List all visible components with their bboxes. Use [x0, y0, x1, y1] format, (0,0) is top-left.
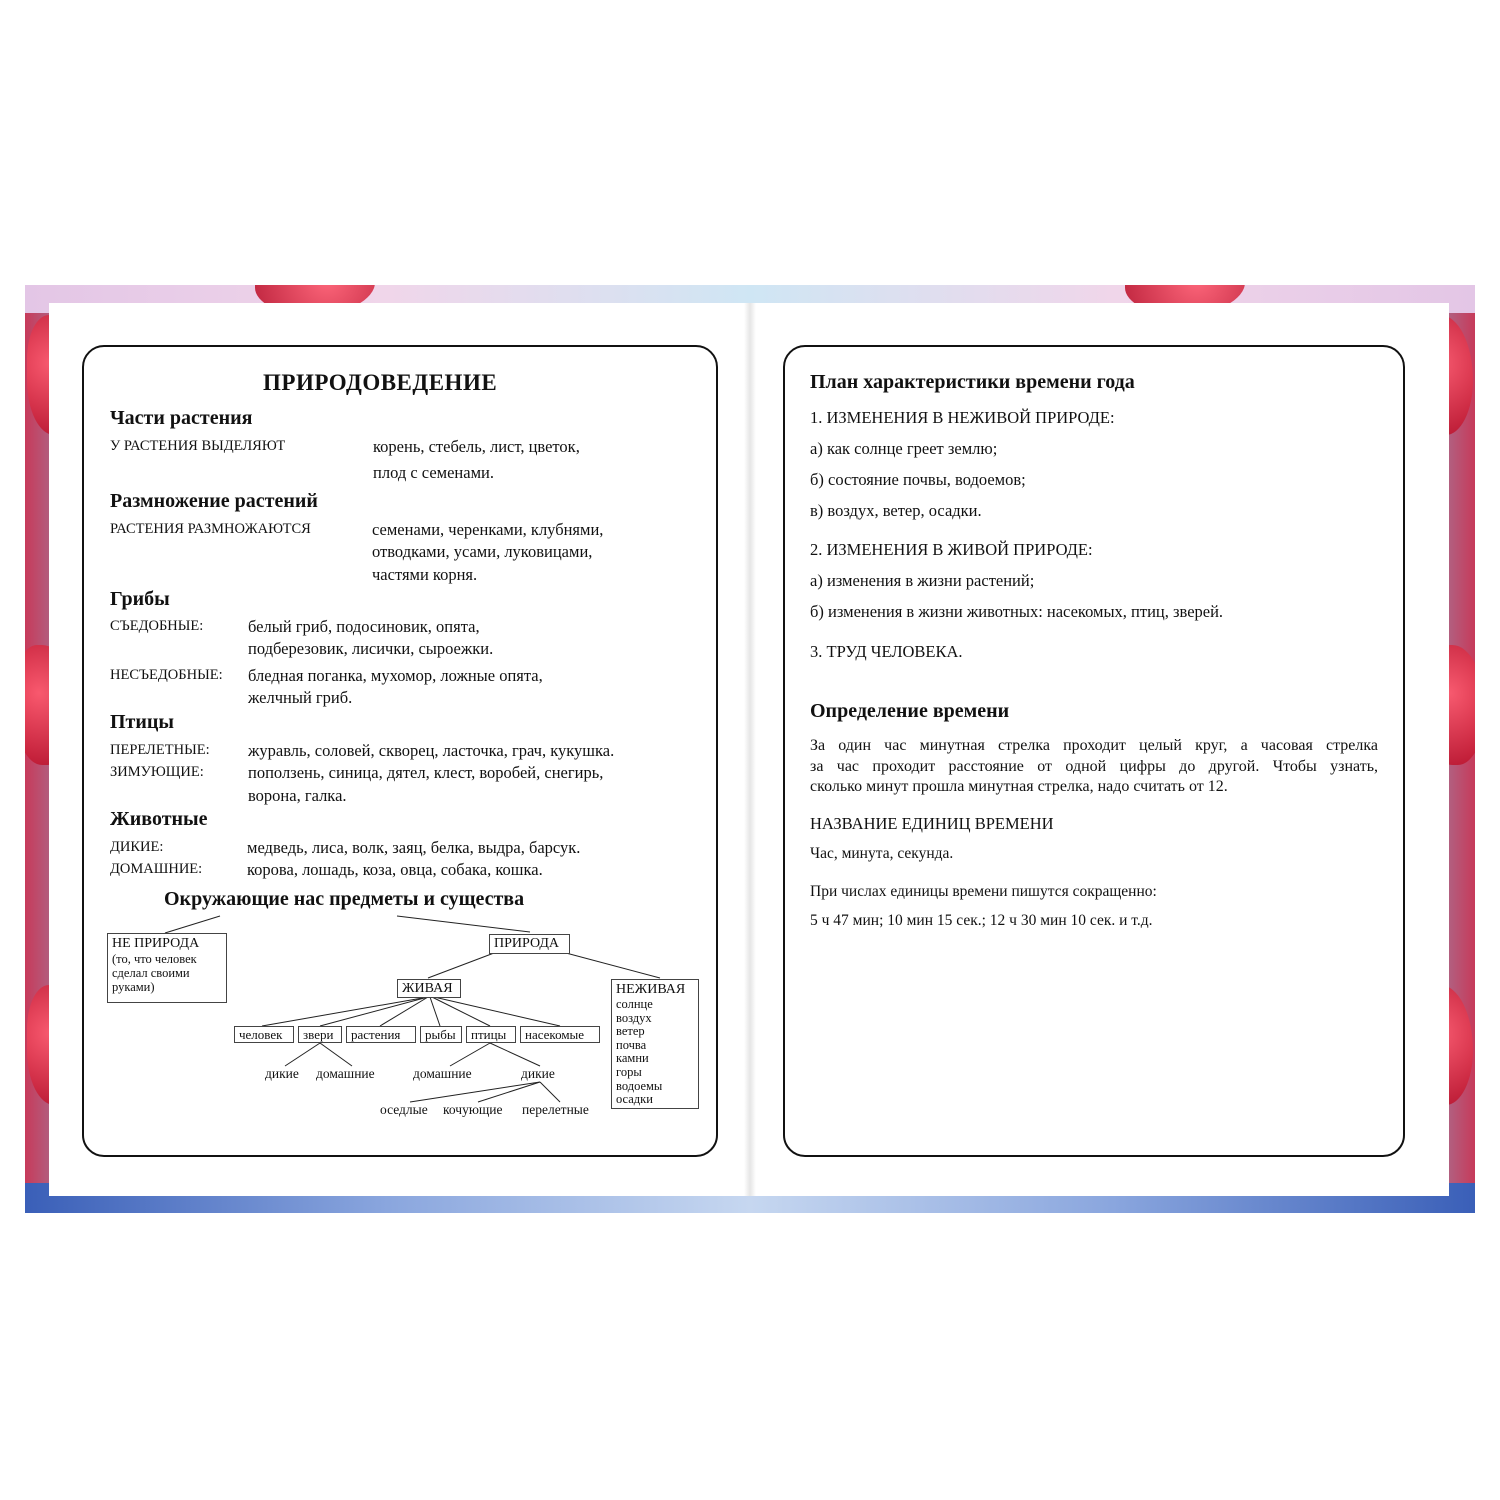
season-plan-item: а) изменения в жизни растений;: [810, 571, 1035, 590]
nonliving-box: [611, 979, 699, 1109]
birds-wintering-label: ЗИМУЮЩИЕ:: [110, 764, 204, 780]
section-heading-birds: Птицы: [110, 711, 175, 733]
page-title: ПРИРОДОВЕДЕНИЕ: [263, 370, 498, 395]
birds-wintering-line: ворона, галка.: [248, 786, 347, 805]
nonliving-item: камни: [616, 1051, 649, 1066]
mushrooms-inedible-label: НЕСЪЕДОБНЫЕ:: [110, 667, 223, 683]
living-item-box: человек: [234, 1026, 294, 1043]
nomadic-label: кочующие: [443, 1102, 503, 1117]
time-paragraph-line: сколько минут прошла минутная стрелка, надо считать от 12.: [810, 778, 1228, 795]
beasts-wild-label: дикие: [265, 1066, 299, 1081]
reproduction-label: РАСТЕНИЯ РАЗМНОЖАЮТСЯ: [110, 521, 311, 537]
section-heading-animals: Животные: [110, 808, 208, 830]
reproduction-line: семенами, черенками, клубнями,: [372, 520, 604, 539]
beasts-domestic-label: домашние: [316, 1066, 375, 1081]
time-heading: Определение времени: [810, 700, 1010, 722]
living-item-box: птицы: [466, 1026, 516, 1043]
living-box: ЖИВАЯ: [397, 979, 461, 998]
living-item-box: звери: [298, 1026, 342, 1043]
animals-wild-line: медведь, лиса, волк, заяц, белка, выдра, барсук.: [247, 838, 581, 857]
mushrooms-inedible-line: бледная поганка, мухомор, ложные опята,: [248, 666, 543, 685]
time-paragraph: [810, 736, 1378, 798]
birds-wintering-line: поползень, синица, дятел, клест, воробей, снегирь,: [248, 763, 604, 782]
animals-wild-label: ДИКИЕ:: [110, 839, 164, 855]
mushrooms-edible-line: белый гриб, подосиновик, опята,: [248, 617, 480, 636]
birds-domestic-label: домашние: [413, 1066, 472, 1081]
sedentary-label: оседлые: [380, 1102, 428, 1117]
season-plan-heading: План характеристики времени года: [810, 371, 1135, 393]
not-nature-title: НЕ ПРИРОДА: [112, 936, 200, 951]
animals-domestic-line: корова, лошадь, коза, овца, собака, кошка.: [247, 860, 543, 879]
animals-domestic-label: ДОМАШНИЕ:: [110, 861, 203, 877]
season-plan-item: 3. ТРУД ЧЕЛОВЕКА.: [810, 642, 963, 661]
nonliving-item: водоемы: [616, 1078, 663, 1093]
season-plan-item: б) изменения в жизни животных: насекомых, птиц, зверей.: [810, 602, 1224, 621]
nonliving-item: ветер: [616, 1024, 645, 1039]
plant-parts-line: плод с семенами.: [373, 463, 494, 482]
time-paragraph-line: за час проходит расстояние от одной цифры до другой. Чтобы узнать,: [810, 757, 1378, 775]
not-nature-note: (то, что человек: [112, 952, 197, 966]
reproduction-line: отводками, усами, луковицами,: [372, 542, 593, 561]
season-plan-item: б) состояние почвы, водоемов;: [810, 470, 1026, 489]
not-nature-box: [107, 933, 227, 1003]
time-units: Час, минута, секунда.: [810, 845, 954, 862]
birds-migratory-line: журавль, соловей, скворец, ласточка, грач, кукушка.: [248, 741, 615, 760]
time-abbr-example: 5 ч 47 мин; 10 мин 15 сек.; 12 ч 30 мин 10 сек. и т.д.: [810, 912, 1153, 929]
living-item-box: растения: [346, 1026, 416, 1043]
time-units-heading: НАЗВАНИЕ ЕДИНИЦ ВРЕМЕНИ: [810, 814, 1054, 833]
nonliving-title: НЕЖИВАЯ: [616, 982, 686, 997]
season-plan-item: 1. ИЗМЕНЕНИЯ В НЕЖИВОЙ ПРИРОДЕ:: [810, 408, 1115, 427]
nature-box: ПРИРОДА: [489, 934, 570, 954]
living-item-box: рыбы: [420, 1026, 462, 1043]
section-heading-plant-parts: Части растения: [110, 407, 253, 429]
time-paragraph-line: За один час минутная стрелка проходит целый круг, а часовая стрелка: [810, 737, 1378, 754]
nonliving-item: солнце: [616, 997, 653, 1011]
plant-parts-line: корень, стебель, лист, цветок,: [373, 437, 580, 456]
nonliving-item: почва: [616, 1037, 647, 1052]
birds-migratory-label: ПЕРЕЛЕТНЫЕ:: [110, 742, 210, 758]
section-heading-mushrooms: Грибы: [110, 588, 170, 610]
migratory-label: перелетные: [522, 1102, 589, 1117]
nonliving-item: воздух: [616, 1010, 652, 1025]
mushrooms-edible-label: СЪЕДОБНЫЕ:: [110, 618, 204, 634]
book-spine: [744, 303, 756, 1196]
nonliving-item: осадки: [616, 1092, 653, 1107]
birds-wild-label: дикие: [521, 1066, 555, 1081]
section-heading-reproduction: Размножение растений: [110, 490, 318, 512]
living-item-box: насекомые: [520, 1026, 600, 1043]
not-nature-note: руками): [112, 980, 155, 994]
mushrooms-inedible-line: желчный гриб.: [248, 688, 353, 707]
diagram-heading: Окружающие нас предметы и существа: [164, 888, 525, 910]
plant-parts-label: У РАСТЕНИЯ ВЫДЕЛЯЮТ: [110, 438, 286, 454]
not-nature-note: сделал своими: [112, 966, 190, 980]
season-plan-item: в) воздух, ветер, осадки.: [810, 501, 982, 520]
nonliving-list: [616, 998, 694, 1107]
season-plan-item: 2. ИЗМЕНЕНИЯ В ЖИВОЙ ПРИРОДЕ:: [810, 540, 1093, 559]
season-plan-item: а) как солнце греет землю;: [810, 439, 998, 458]
nonliving-item: горы: [616, 1064, 642, 1079]
mushrooms-edible-line: подберезовик, лисички, сыроежки.: [248, 639, 494, 658]
time-abbr-intro: При числах единицы времени пишутся сокращенно:: [810, 883, 1157, 900]
reproduction-line: частями корня.: [372, 565, 478, 584]
